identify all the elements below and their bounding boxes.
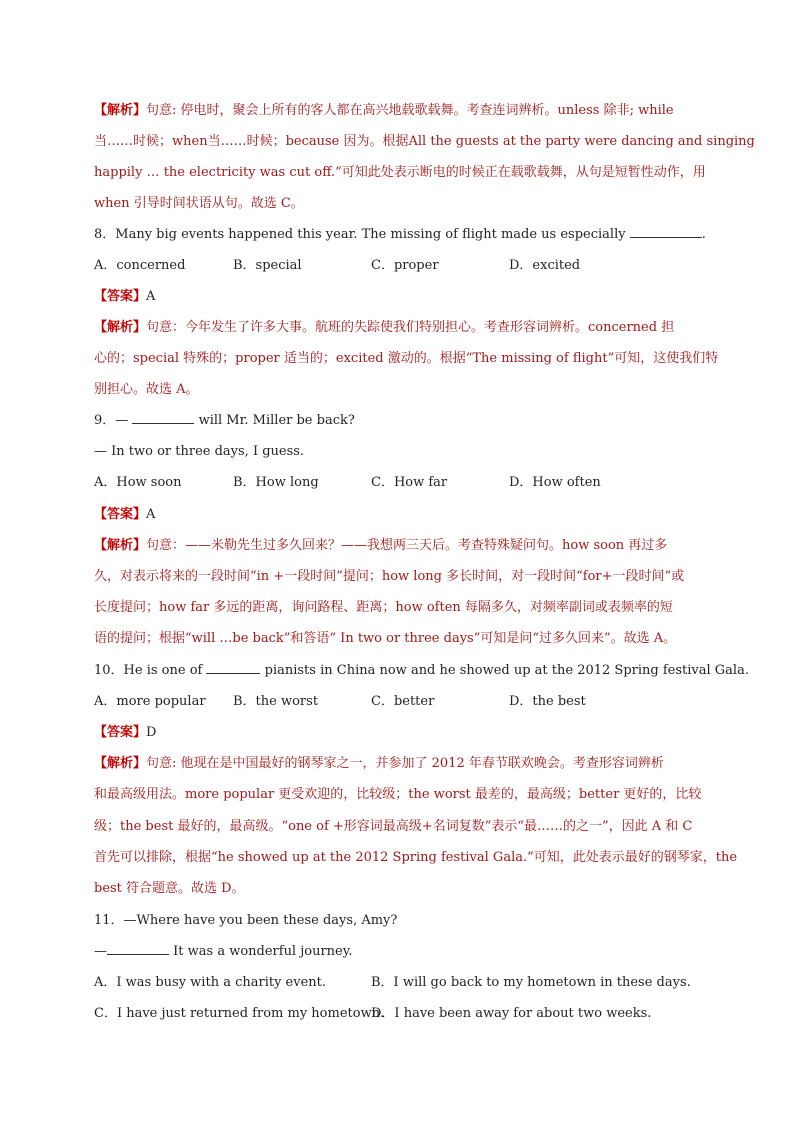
q11-option-c: C．I have just returned from my hometown. — [94, 1006, 385, 1021]
q10-option-b: B．the worst — [233, 694, 319, 709]
q10-option-d: D．the best — [509, 694, 586, 709]
q10-analysis-line-1: 【解析】句意: 他现在是中国最好的钢琴家之一，并参加了 2012 年春节联欢晚会。考查形容词辨析 — [94, 756, 664, 771]
q9-analysis-line-4: 语的提问；根据“will …be back”和答语“ In two or three days”可知是问“过多久回来”。故选 A。 — [94, 631, 677, 646]
q10-stem: 10．He is one of pianists in China now and he showed up at the 2012 Spring festival Gala. — [94, 663, 749, 678]
q10-analysis-line-4: 首先可以排除，根据“he showed up at the 2012 Spring festival Gala.”可知，此处表示最好的钢琴家，the — [94, 850, 738, 865]
q9-analysis-line-3: 长度提问；how far 多远的距离，询问路程、距离；how often 每隔多久，对频率副词或表频率的短 — [94, 600, 673, 615]
q9-analysis-line-1: 【解析】句意：——米勒先生过多久回来？——我想两三天后。考查特殊疑问句。how soon 再过多 — [94, 538, 668, 553]
q11-stem: 11．—Where have you been these days, Amy? — [94, 913, 398, 928]
q9-option-b: B．How long — [233, 475, 319, 490]
q9-option-a: A．How soon — [94, 475, 182, 490]
analysis-tag: 【解析】 — [94, 103, 147, 118]
answer-blank — [132, 411, 194, 424]
q11-option-d: D．I have been away for about two weeks. — [371, 1006, 652, 1021]
q7-analysis-line-2: 当……时候；when当……时候；because 因为。根据All the guests at the party were dancing and singing — [94, 134, 755, 149]
answer-blank — [206, 661, 260, 674]
q10-answer: 【答案】D — [94, 725, 157, 740]
q9-reply: — In two or three days, I guess. — [94, 444, 305, 459]
q10-analysis-line-3: 级；the best 最好的，最高级。“one of +形容词最高级+名词复数”表示“最……的之一”，因此 A 和 C — [94, 819, 693, 834]
q11-option-a: A．I was busy with a charity event. — [94, 975, 327, 990]
q8-answer: 【答案】A — [94, 289, 156, 304]
q8-option-c: C．proper — [371, 258, 439, 273]
q8-option-a: A．concerned — [94, 258, 186, 273]
q10-option-c: C．better — [371, 694, 435, 709]
q11-option-b: B．I will go back to my hometown in these days. — [371, 975, 691, 990]
q10-option-a: A．more popular — [94, 694, 206, 709]
q10-analysis-line-2: 和最高级用法。more popular 更受欢迎的，比较级；the worst 最差的，最高级；better 更好的，比较 — [94, 787, 702, 802]
q8-analysis-line-2: 心的；special 特殊的；proper 适当的；excited 激动的。根据“The missing of flight”可知，这使我们特 — [94, 351, 719, 366]
q9-answer: 【答案】A — [94, 507, 156, 522]
q8-analysis-line-1: 【解析】句意：今年发生了许多大事。航班的失踪使我们特别担心。考查形容词辨析。concerned 担 — [94, 320, 675, 335]
q9-option-c: C．How far — [371, 475, 448, 490]
answer-blank — [630, 225, 702, 238]
q7-analysis-line-1: 【解析】句意: 停电时，聚会上所有的客人都在高兴地载歌载舞。考查连词辨析。unless 除非; while — [94, 103, 674, 118]
q11-reply: — It was a wonderful journey. — [94, 944, 353, 959]
q8-option-b: B．special — [233, 258, 302, 273]
answer-blank — [107, 942, 169, 955]
q8-analysis-line-3: 别担心。故选 A。 — [94, 382, 199, 397]
q9-stem: 9．— will Mr. Miller be back? — [94, 413, 355, 428]
q10-analysis-line-5: best 符合题意。故选 D。 — [94, 881, 245, 896]
q8-stem: 8．Many big events happened this year. The missing of flight made us especially . — [94, 227, 706, 242]
q7-analysis-line-3: happily … the electricity was cut off.”可知此处表示断电的时候正在载歌载舞，从句是短暂性动作，用 — [94, 165, 706, 180]
q7-analysis-line-4: when 引导时间状语从句。故选 C。 — [94, 196, 304, 211]
q8-option-d: D．excited — [509, 258, 581, 273]
q9-analysis-line-2: 久，对表示将来的一段时间“in +一段时间”提问；how long 多长时间，对一段时间“for+一段时间”或 — [94, 569, 685, 584]
q9-option-d: D．How often — [509, 475, 601, 490]
